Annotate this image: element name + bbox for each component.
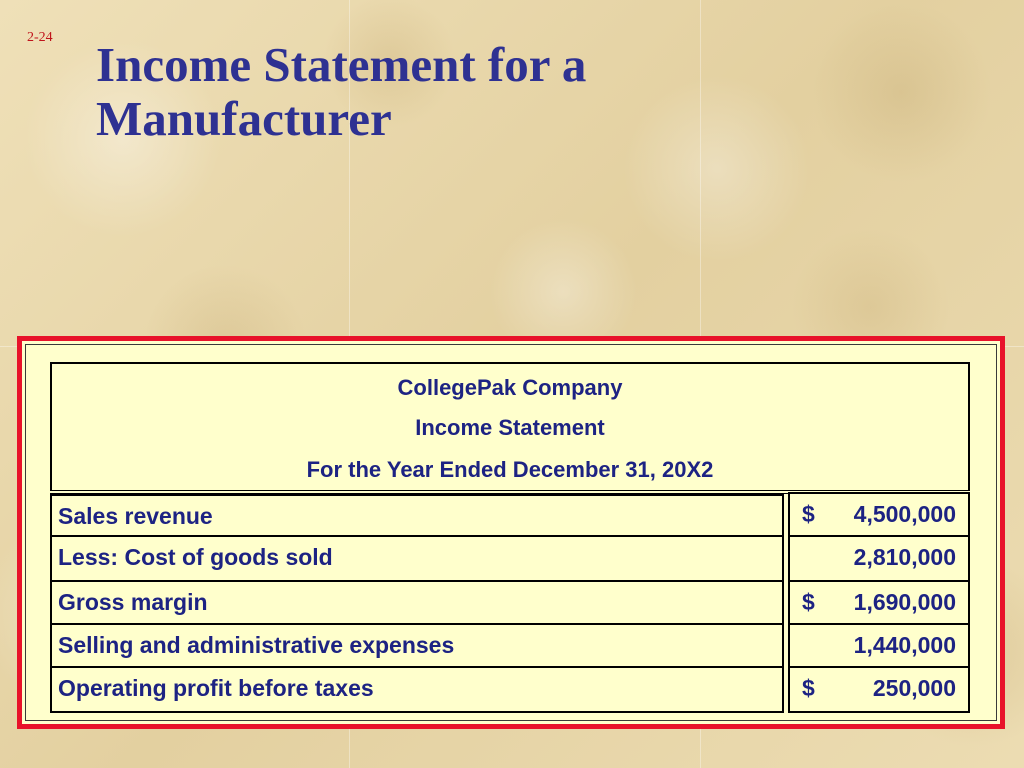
row-amount-cell <box>788 580 970 625</box>
slide-title-line-1: Income Statement for a <box>96 37 587 92</box>
row-label: Gross margin <box>50 580 784 625</box>
row-amount-cell <box>788 492 970 537</box>
row-amount: 250,000 <box>872 675 956 701</box>
company-name: CollegePak Company <box>397 375 623 400</box>
table-row <box>50 625 970 668</box>
statement-header <box>50 362 970 490</box>
statement-rows <box>50 490 970 713</box>
income-statement-table <box>50 362 970 713</box>
table-row <box>50 494 970 537</box>
table-row <box>50 537 970 582</box>
row-amount: 2,810,000 <box>853 544 956 570</box>
row-label: Less: Cost of goods sold <box>50 535 784 582</box>
row-label: Operating profit before taxes <box>50 666 784 713</box>
row-amount-cell <box>788 623 970 668</box>
table-row <box>50 668 970 713</box>
row-amount: 1,690,000 <box>853 589 956 615</box>
statement-name: Income Statement <box>415 415 605 440</box>
currency-symbol: $ <box>802 589 815 615</box>
statement-frame <box>17 336 1005 729</box>
statement-period: For the Year Ended December 31, 20X2 <box>306 457 714 482</box>
currency-symbol: $ <box>802 501 815 527</box>
currency-symbol: $ <box>802 675 815 701</box>
row-amount-cell <box>788 535 970 582</box>
currency-symbol <box>802 625 822 666</box>
row-amount-cell <box>788 666 970 713</box>
table-row <box>50 582 970 625</box>
row-label: Selling and administrative expenses <box>50 623 784 668</box>
slide-title-line-2: Manufacturer <box>96 91 392 146</box>
slide-number: 2-24 <box>27 30 53 45</box>
row-amount: 1,440,000 <box>853 632 956 658</box>
row-amount: 4,500,000 <box>853 501 956 527</box>
row-label: Sales revenue <box>50 494 784 537</box>
currency-symbol <box>802 537 822 580</box>
slide-title <box>96 38 896 146</box>
